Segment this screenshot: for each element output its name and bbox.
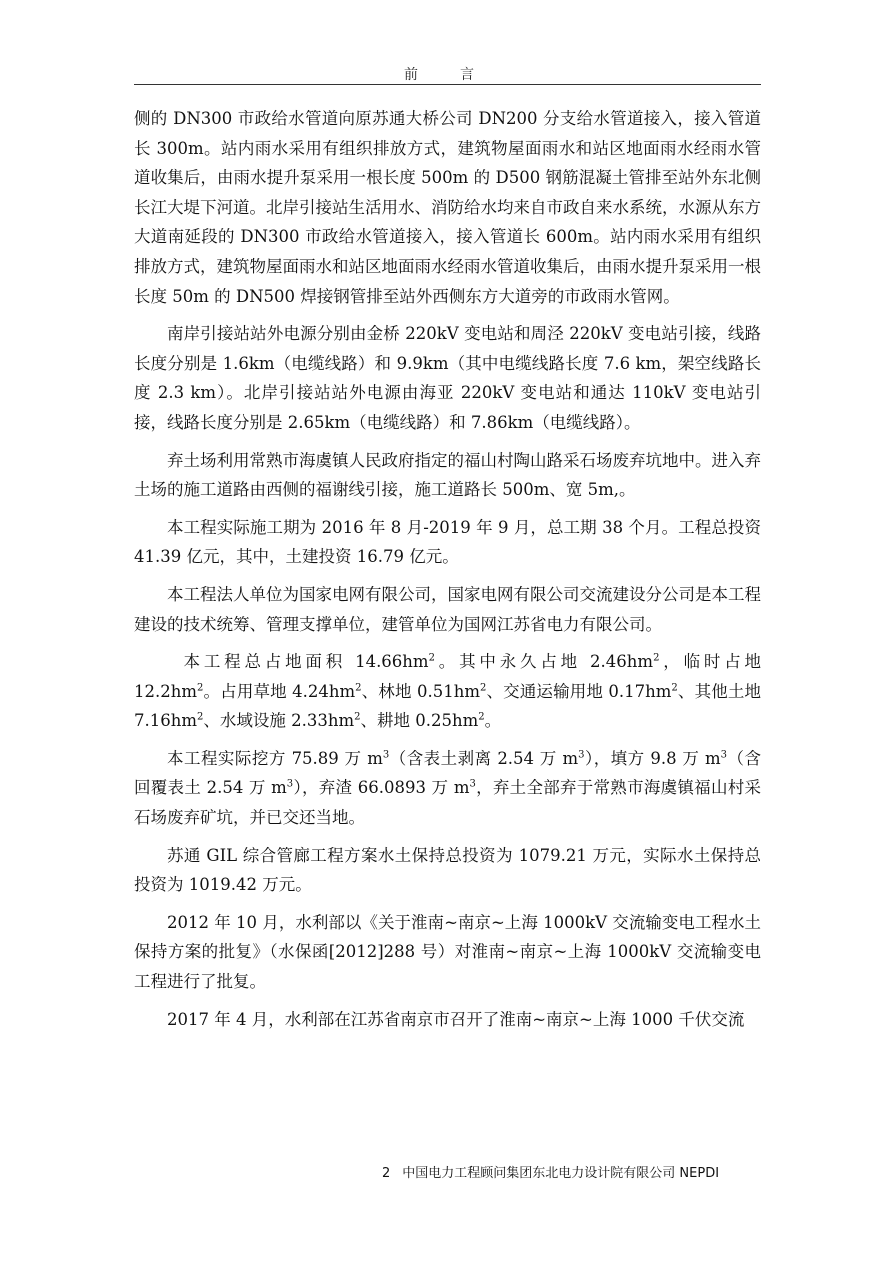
superscript: 2 — [653, 652, 660, 664]
text-span: 。占用草地 4.24hm — [203, 681, 356, 701]
text-span: 、其他土地 7.16hm — [134, 681, 761, 731]
text-span: 、水域设施 2.33hm — [203, 711, 355, 731]
header-rule — [134, 84, 761, 85]
paragraph-meeting: 2017 年 4 月，水利部在江苏省南京市召开了淮南~南京~上海 1000 千伏交流 — [167, 1009, 745, 1029]
text-span: 本工程实际挖方 75.89 万 m — [167, 748, 383, 768]
text-span: 、交通运输用地 0.17hm — [486, 681, 672, 701]
text-span: ），弃渣 66.0893 万 m — [293, 778, 470, 798]
paragraph-schedule-investment: 本工程实际施工期为 2016 年 8 月-2019 年 9 月，总工期 38 个月。工程总投资 41.39 亿元，其中，土建投资 16.79 亿元。 — [134, 517, 761, 567]
superscript: 2 — [355, 682, 362, 694]
paragraph-approval: 2012 年 10 月，水利部以《关于淮南~南京~上海 1000kV 交流输变电工程水土保持方案的批复》（水保函[2012]288 号）对淮南~南京~上海 1000kV 交流输变电工程进行了批复。 — [134, 912, 761, 992]
superscript: 2 — [354, 711, 361, 723]
page-footer — [382, 1162, 762, 1181]
footer-company: 中国电力工程顾问集团东北电力设计院有限公司 NEPDI — [402, 1166, 720, 1181]
superscript: 3 — [382, 749, 390, 761]
text-span: 。 — [484, 711, 502, 731]
page-header-title: 前 言 — [404, 67, 488, 83]
document-body — [134, 104, 761, 1042]
paragraph-water-supply: 侧的 DN300 市政给水管道向原苏通大桥公司 DN200 分支给水管道接入，接入管道长 300m。站内雨水采用有组织排放方式，建筑物屋面雨水和站区地面雨水经雨水管道收集后，由雨水提升泵采用一根长度 500m 的 D500 钢筋混凝土管排至站外东北侧长江大堤下河道。北岸引接站生活用水、消防给水均来自市政自来水系统，水源从东方大道南延段的 DN300 市政给水管道接入，接入管道长 600m。站内雨水采用有组织排放方式，建筑物屋面雨水和站区地面雨水经雨水管道收集后，由雨水提升泵采用一根长度 50m 的 DN500 焊接钢管排至站外西侧东方大道旁的市政雨水管网。 — [134, 109, 761, 306]
paragraph-land-area — [134, 647, 761, 736]
text-span: （含回覆表土 2.54 万 m — [134, 748, 762, 798]
superscript: 2 — [671, 682, 678, 694]
text-span: ，临时占地 12.2hm — [134, 652, 762, 701]
superscript: 2 — [428, 652, 435, 664]
text-span: ，弃土全部弃于常熟市海虞镇福山村采石场废弃矿坑，并已交还当地。 — [134, 778, 761, 828]
superscript: 2 — [197, 682, 204, 694]
text-span: 、耕地 0.25hm — [360, 711, 479, 731]
text-span: 。其中永久占地 2.46hm — [434, 652, 654, 672]
paragraph-power-supply: 南岸引接站站外电源分别由金桥 220kV 变电站和周泾 220kV 变电站引接，线路长度分别是 1.6km（电缆线路）和 9.9km（其中电缆线路长度 7.6 km，架空线路长度 2.3 km）。北岸引接站站外电源由海亚 220kV 变电站和通达 110kV 变电站引接，线路长度分别是 2.65km（电缆线路）和 7.86km（电缆线路）。 — [134, 324, 761, 432]
paragraph-spoil-site: 弃土场利用常熟市海虞镇人民政府指定的福山村陶山路采石场废弃坑地中。进入弃土场的施工道路由西侧的福谢线引接，施工道路长 500m、宽 5m,。 — [134, 450, 761, 500]
superscript: 3 — [720, 749, 728, 761]
text-span: 、林地 0.51hm — [361, 681, 480, 701]
text-span: 本工程总占地面积 14.66hm — [183, 652, 429, 672]
paragraph-earthwork — [134, 744, 761, 833]
text-span: ），填方 9.8 万 m — [584, 748, 721, 768]
superscript: 3 — [578, 749, 585, 761]
superscript: 3 — [469, 778, 476, 790]
text-span: （含表土剥离 2.54 万 m — [389, 748, 579, 768]
superscript: 2 — [197, 711, 204, 723]
page-number: 2 — [382, 1166, 391, 1181]
paragraph-conservation-investment: 苏通 GIL 综合管廊工程方案水土保持总投资为 1079.21 万元，实际水土保持总投资为 1019.42 万元。 — [134, 845, 761, 895]
superscript: 2 — [478, 711, 485, 723]
paragraph-legal-entity: 本工程法人单位为国家电网有限公司，国家电网有限公司交流建设分公司是本工程建设的技术统筹、管理支撑单位，建管单位为国网江苏省电力有限公司。 — [134, 584, 761, 634]
superscript: 3 — [286, 778, 294, 790]
superscript: 2 — [479, 682, 487, 694]
